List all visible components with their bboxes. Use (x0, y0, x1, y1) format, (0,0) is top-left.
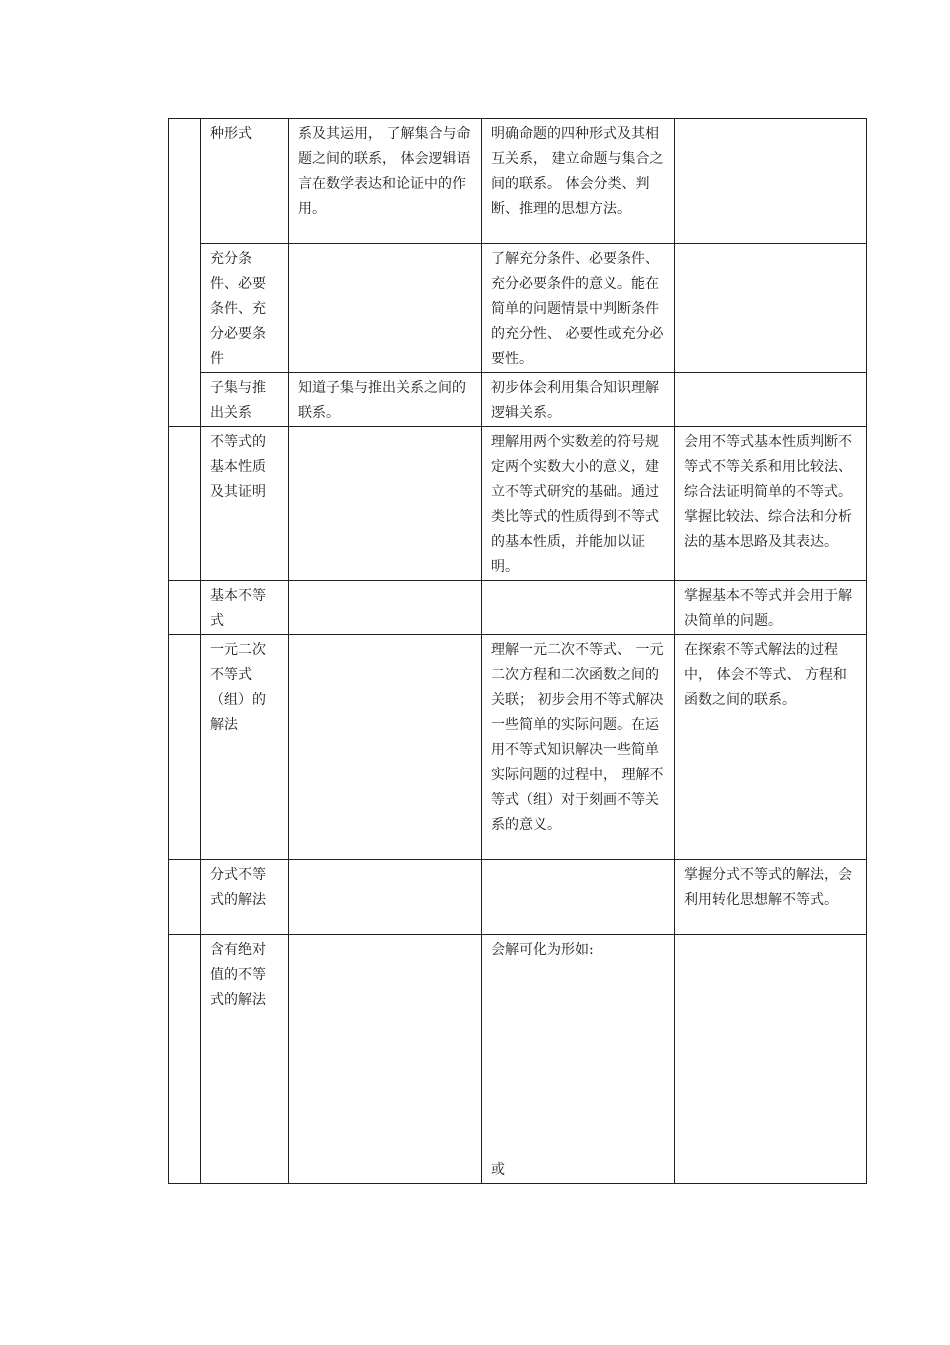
curriculum-table (168, 118, 867, 1184)
category-cell (169, 635, 201, 860)
table-row (169, 244, 867, 373)
mastery-requirement-cell: 在探索不等式解法的过程中， 体会不等式、 方程和函数之间的联系。 (675, 635, 867, 860)
mastery-requirement-cell: 掌握基本不等式并会用于解决简单的问题。 (675, 581, 867, 635)
category-cell (169, 935, 201, 1184)
table-row (169, 373, 867, 427)
understanding-requirement-cell: 理解一元二次不等式、 一元二次方程和二次函数之间的关联； 初步会用不等式解决一些简单的实际问题。在运用不等式知识解决一些简单实际问题的过程中， 理解不等式（组）对于刻画不等关系的意义。 (482, 635, 675, 860)
table-row (169, 119, 867, 244)
understanding-requirement-cell: 理解用两个实数差的符号规定两个实数大小的意义，建立不等式研究的基础。通过类比等式的性质得到不等式的基本性质，并能加以证明。 (482, 427, 675, 581)
category-cell (169, 581, 201, 635)
category-cell (169, 119, 201, 427)
mastery-requirement-cell (675, 119, 867, 244)
table-row (169, 427, 867, 581)
topic-cell: 子集与推出关系 (201, 373, 289, 427)
table-row (169, 581, 867, 635)
understanding-requirement-cell: 明确命题的四种形式及其相互关系， 建立命题与集合之间的联系。 体会分类、判断、推理的思想方法。 (482, 119, 675, 244)
topic-cell: 基本不等式 (201, 581, 289, 635)
topic-cell: 分式不等式的解法 (201, 860, 289, 935)
topic-cell: 含有绝对值的不等式的解法 (201, 935, 289, 1184)
mastery-requirement-cell: 会用不等式基本性质判断不等式不等关系和用比较法、综合法证明简单的不等式。掌握比较法、综合法和分析法的基本思路及其表达。 (675, 427, 867, 581)
topic-cell: 种形式 (201, 119, 289, 244)
basic-requirement-cell: 系及其运用， 了解集合与命题之间的联系， 体会逻辑语言在数学表达和论证中的作用。 (289, 119, 482, 244)
category-cell (169, 860, 201, 935)
topic-cell: 不等式的基本性质及其证明 (201, 427, 289, 581)
table-row (169, 635, 867, 860)
alternative-form-note: 或 (491, 1162, 505, 1178)
mastery-requirement-cell (675, 373, 867, 427)
basic-requirement-cell (289, 427, 482, 581)
mastery-requirement-cell (675, 935, 867, 1184)
basic-requirement-cell (289, 860, 482, 935)
basic-requirement-cell (289, 635, 482, 860)
category-cell (169, 427, 201, 581)
table-row (169, 935, 867, 1184)
understanding-requirement-cell (482, 860, 675, 935)
topic-cell: 一元二次不等式（组）的解法 (201, 635, 289, 860)
understanding-requirement-cell (482, 581, 675, 635)
basic-requirement-cell (289, 935, 482, 1184)
basic-requirement-cell: 知道子集与推出关系之间的联系。 (289, 373, 482, 427)
table-row (169, 860, 867, 935)
basic-requirement-cell (289, 244, 482, 373)
understanding-requirement-cell: 初步体会利用集合知识理解逻辑关系。 (482, 373, 675, 427)
mastery-requirement-cell: 掌握分式不等式的解法，会利用转化思想解不等式。 (675, 860, 867, 935)
mastery-requirement-cell (675, 244, 867, 373)
basic-requirement-cell (289, 581, 482, 635)
understanding-requirement-cell: 会解可化为形如: 或 (482, 935, 675, 1184)
topic-cell: 充分条件、必要条件、充分必要条件 (201, 244, 289, 373)
understanding-requirement-cell: 了解充分条件、必要条件、充分必要条件的意义。能在简单的问题情景中判断条件的充分性、 必要性或充分必要性。 (482, 244, 675, 373)
